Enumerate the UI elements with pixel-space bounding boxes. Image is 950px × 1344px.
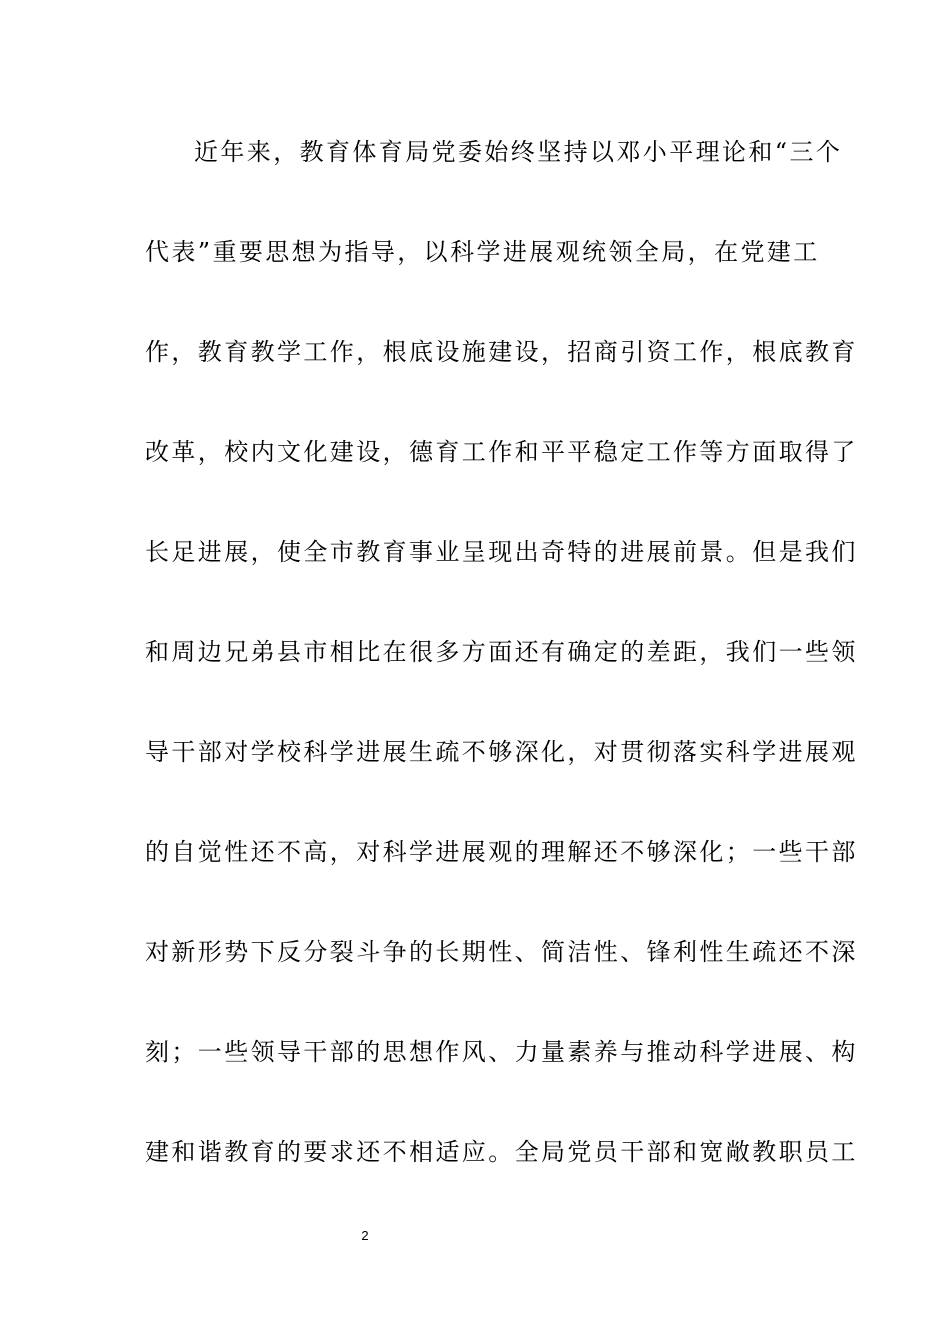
paragraph-line-7: 导干部对学校科学进展生疏不够深化，对贯彻落实科学进展观 <box>145 738 858 766</box>
paragraph-line-10: 刻；一些领导干部的思想作风、力量素养与推动科学进展、构 <box>145 1038 858 1066</box>
paragraph-line-5: 长足进展，使全市教育事业呈现出奇特的进展前景。但是我们 <box>145 538 858 566</box>
paragraph-line-6: 和周边兄弟县市相比在很多方面还有确定的差距，我们一些领 <box>145 638 858 666</box>
paragraph-line-8: 的自觉性还不高，对科学进展观的理解还不够深化；一些干部 <box>145 838 858 866</box>
paragraph-line-2: 代表”重要思想为指导，以科学进展观统领全局，在党建工 <box>145 238 820 266</box>
paragraph-line-3: 作，教育教学工作，根底设施建设，招商引资工作，根底教育 <box>145 338 858 366</box>
paragraph-line-9: 对新形势下反分裂斗争的长期性、简洁性、锋利性生疏还不深 <box>145 938 858 966</box>
paragraph-line-1: 近年来，教育体育局党委始终坚持以邓小平理论和“三个 <box>194 138 843 166</box>
paragraph-line-4: 改革，校内文化建设，德育工作和平平稳定工作等方面取得了 <box>145 438 858 466</box>
paragraph-line-11: 建和谐教育的要求还不相适应。全局党员干部和宽敞教职员工 <box>145 1138 858 1166</box>
page-number: 2 <box>361 1228 369 1243</box>
